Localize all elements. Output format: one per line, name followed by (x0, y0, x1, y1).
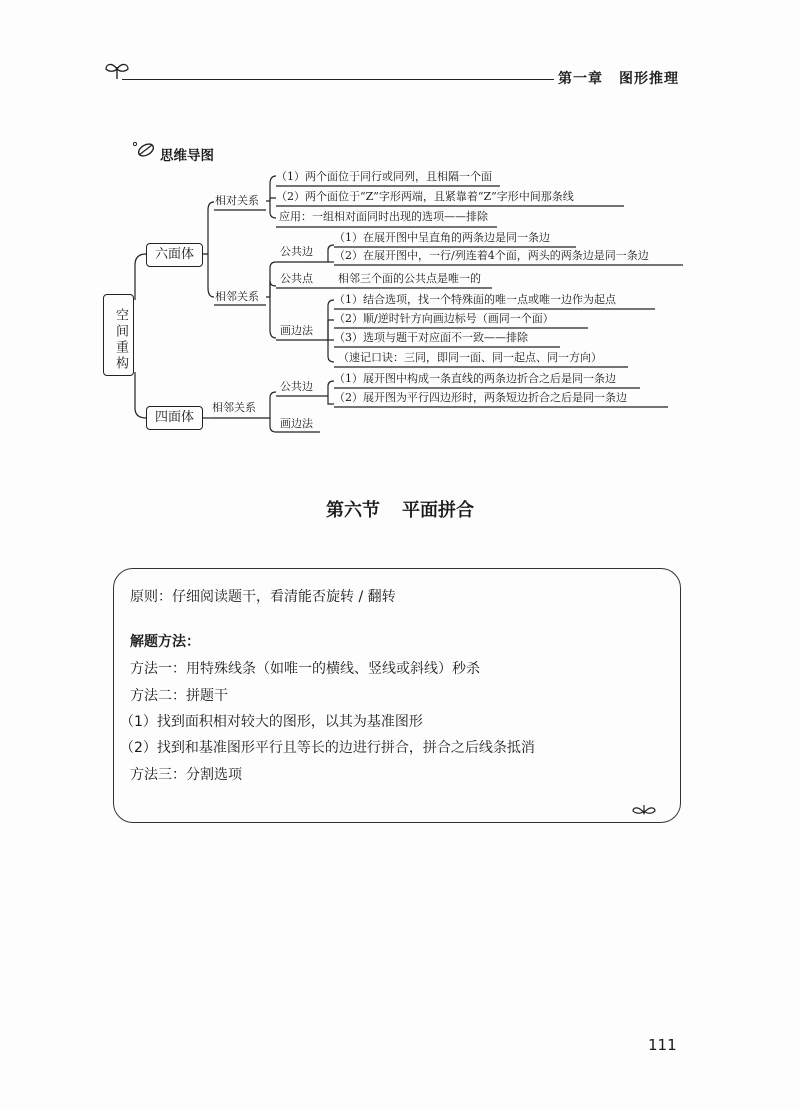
common-point-label: 公共点 (280, 272, 313, 285)
common-point-text: 相邻三个面的公共点是唯一的 (338, 272, 481, 285)
section-title: 平面拼合 (402, 500, 474, 521)
mindmap-root: 空间重构 (103, 294, 134, 376)
card-line-3: （1）找到面积相对较大的图形，以其为基准图形 (120, 714, 423, 730)
tetra-common-edge-item-2: （2）展开图为平行四边形时，两条短边折合之后是同一条边 (334, 391, 627, 404)
relative-item-2: （2）两个面位于“Z”字形两端，且紧靠着“Z”字形中间那条线 (276, 190, 574, 203)
chapter-topic: 图形推理 (619, 71, 679, 87)
edge-draw-item-1: （1）结合选项，找一个特殊面的唯一点或唯一边作为起点 (334, 293, 616, 306)
card-line-2: 方法二：拼题干 (130, 688, 228, 704)
common-edge-item-2: （2）在展开图中，一行/列连着4个面，两头的两条边是同一条边 (334, 249, 649, 262)
relative-item-1: （1）两个面位于同行或同列，且相隔一个面 (276, 170, 492, 183)
tetra-common-edge-item-1: （1）展开图中构成一条直线的两条边折合之后是同一条边 (334, 372, 616, 385)
mindmap-title: 思维导图 (160, 148, 214, 164)
page-number: 111 (648, 1036, 677, 1054)
card-methods-heading: 解题方法： (130, 634, 200, 650)
chapter-label: 第一章 (558, 71, 603, 87)
edge-draw-label: 画边法 (280, 324, 313, 337)
relative-relation-label: 相对关系 (215, 194, 259, 207)
sprout-icon (631, 797, 657, 815)
edge-draw-item-2: （2）顺/逆时针方向画边标号（画同一个面） (334, 312, 554, 325)
section-heading (0, 496, 800, 522)
relative-item-3: 应用：一组相对面同时出现的选项——排除 (279, 210, 488, 223)
hexahedron-node: 六面体 (146, 243, 203, 267)
adjacent-relation-label: 相邻关系 (215, 290, 259, 303)
tetra-edge-draw-label: 画边法 (280, 417, 313, 430)
edge-draw-item-4: （速记口诀：三同，即同一面、同一起点、同一方向） (338, 351, 602, 364)
tetra-common-edge-label: 公共边 (280, 380, 313, 393)
card-line-4: （2）找到和基准图形平行且等长的边进行拼合，拼合之后线条抵消 (120, 740, 535, 756)
card-line-1: 方法一：用特殊线条（如唯一的横线、竖线或斜线）秒杀 (130, 661, 480, 677)
common-edge-label: 公共边 (280, 245, 313, 258)
edge-draw-item-3: （3）选项与题干对应面不一致——排除 (334, 331, 528, 344)
tetrahedron-node: 四面体 (146, 406, 203, 430)
card-principle: 原则：仔细阅读题干，看清能否旋转 / 翻转 (130, 589, 396, 605)
common-edge-item-1: （1）在展开图中呈直角的两条边是同一条边 (334, 231, 550, 244)
section-number: 第六节 (326, 500, 380, 521)
card-line-5: 方法三：分割选项 (130, 767, 242, 783)
tetra-adjacent-label: 相邻关系 (212, 401, 256, 414)
